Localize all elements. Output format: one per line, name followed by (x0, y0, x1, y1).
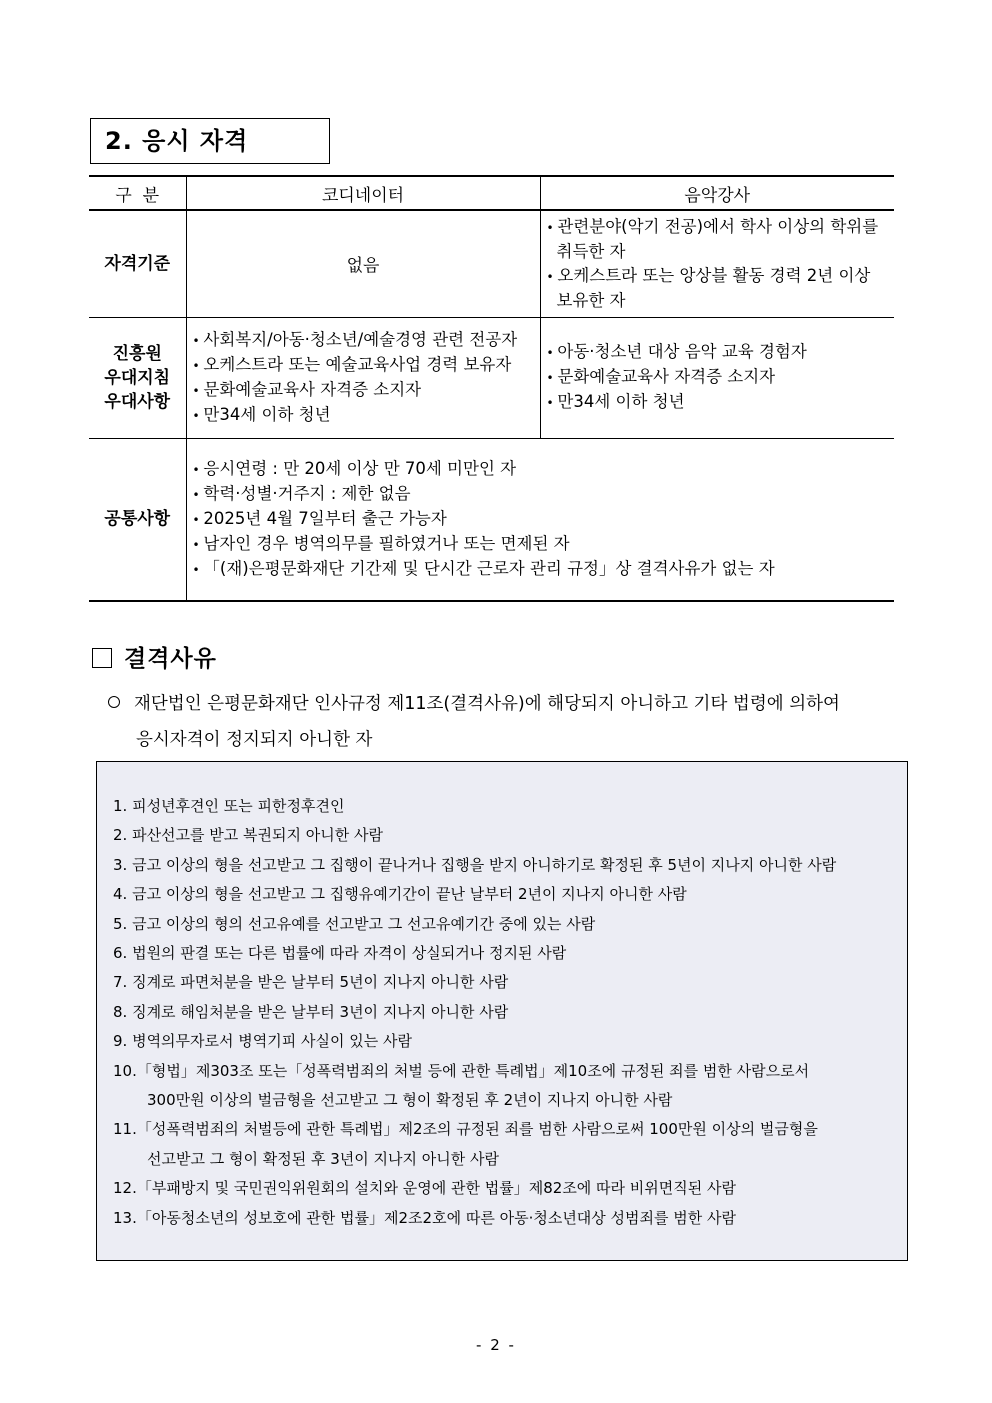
table-row-common (89, 438, 894, 601)
coordinator-preference (186, 317, 540, 438)
list-item: • 2025년 4월 7일부터 출근 가능자 (192, 508, 447, 528)
list-item: 6. 법원의 판결 또는 다른 법률에 따라 자격이 상실되거나 정지된 사람 (113, 944, 567, 963)
table-header-row (89, 176, 894, 210)
header-category: 구 분 (89, 176, 186, 210)
header-instructor: 음악강사 (540, 176, 894, 210)
common-requirements (186, 438, 894, 601)
page-number: - 2 - (476, 1336, 516, 1354)
list-item: • 응시연령 : 만 20세 이상 만 70세 미만인 자 (192, 458, 517, 478)
disqualification-box (96, 761, 908, 1261)
list-item: 10.「형법」제303조 또는「성폭력범죄의 처벌 등에 관한 특례법」제10조에 규정된 죄를 범한 사람으로서 300만원 이상의 벌금형을 선고받고 그 형이 확정된 후 2년이 지나지 아니한 사람 (113, 1061, 810, 1110)
list-item: • 문화예술교육사 자격증 소지자 (192, 379, 422, 399)
row-label-qualification: 자격기준 (89, 210, 186, 317)
row-label-preference: 진흥원 우대지침 우대사항 (89, 317, 186, 438)
table-row-preference (89, 317, 894, 438)
disqualification-heading: 결격사유 (92, 640, 217, 673)
qualification-table (89, 175, 894, 602)
list-item: 7. 징계로 파면처분을 받은 날부터 5년이 지나지 아니한 사람 (113, 973, 509, 992)
circle-bullet-icon (108, 696, 120, 708)
list-item: 5. 금고 이상의 형의 선고유예를 선고받고 그 선고유예기간 중에 있는 사람 (113, 914, 596, 933)
list-item: 11.「성폭력범죄의 처벌등에 관한 특례법」제2조의 규정된 죄를 범한 사람으로써 100만원 이상의 벌금형을 선고받고 그 형이 확정된 후 3년이 지나지 아니한 사람 (113, 1120, 818, 1168)
instructor-preference (540, 317, 894, 438)
list-item: • 만34세 이하 청년 (546, 392, 685, 411)
section-title: 2. 응시 자격 (90, 118, 330, 164)
list-item: 2. 파산선고를 받고 복권되지 아니한 사람 (113, 826, 383, 845)
list-item: • 사회복지/아동·청소년/예술경영 관련 전공자 (192, 329, 518, 349)
coordinator-qualification: 없음 (186, 210, 540, 317)
list-item: • 문화예술교육사 자격증 소지자 (546, 367, 776, 386)
list-item: 8. 징계로 해임처분을 받은 날부터 3년이 지나지 아니한 사람 (113, 1002, 509, 1021)
list-item: • 「(재)은평문화재단 기간제 및 단시간 근로자 관리 규정」상 결격사유가 없는 자 (192, 558, 775, 578)
list-item: 9. 병역의무자로서 병역기피 사실이 있는 사람 (113, 1032, 412, 1051)
list-item: 13.「아동청소년의 성보호에 관한 법률」제2조2호에 따른 아동·청소년대상 성범죄를 범한 사람 (113, 1208, 737, 1227)
list-item: • 만34세 이하 청년 (192, 404, 331, 424)
list-item: • 오케스트라 또는 예술교육사업 경력 보유자 (192, 354, 512, 374)
table-row-qualification (89, 210, 894, 317)
list-item: • 학력·성별·거주지 : 제한 없음 (192, 483, 411, 503)
list-item: 4. 금고 이상의 형을 선고받고 그 집행유예기간이 끝난 날부터 2년이 지나지 아니한 사람 (113, 885, 687, 904)
header-coordinator: 코디네이터 (186, 176, 540, 210)
list-item: • 남자인 경우 병역의무를 필하였거나 또는 면제된 자 (192, 533, 570, 553)
list-item: 3. 금고 이상의 형을 선고받고 그 집행이 끝나거나 집행을 받지 아니하기로 확정된 후 5년이 지나지 아니한 사람 (113, 855, 837, 874)
list-item: 12.「부패방지 및 국민권익위원회의 설치와 운영에 관한 법률」제82조에 따라 비위면직된 사람 (113, 1179, 737, 1198)
instructor-qualification (540, 210, 894, 317)
list-item: • 오케스트라 또는 앙상블 활동 경력 2년 이상 보유한 자 (546, 265, 871, 310)
list-item: • 아동·청소년 대상 음악 교육 경험자 (546, 342, 807, 361)
list-item: 1. 피성년후견인 또는 피한정후견인 (113, 797, 345, 815)
checkbox-square-icon (92, 648, 112, 668)
list-item: • 관련분야(악기 전공)에서 학사 이상의 학위를 취득한 자 (546, 216, 879, 261)
row-label-common: 공통사항 (89, 438, 186, 601)
disqualification-intro: 재단법인 은평문화재단 인사규정 제11조(결격사유)에 해당되지 아니하고 기타 법령에 의하여 응시자격이 정지되지 아니한 자 (108, 686, 908, 758)
